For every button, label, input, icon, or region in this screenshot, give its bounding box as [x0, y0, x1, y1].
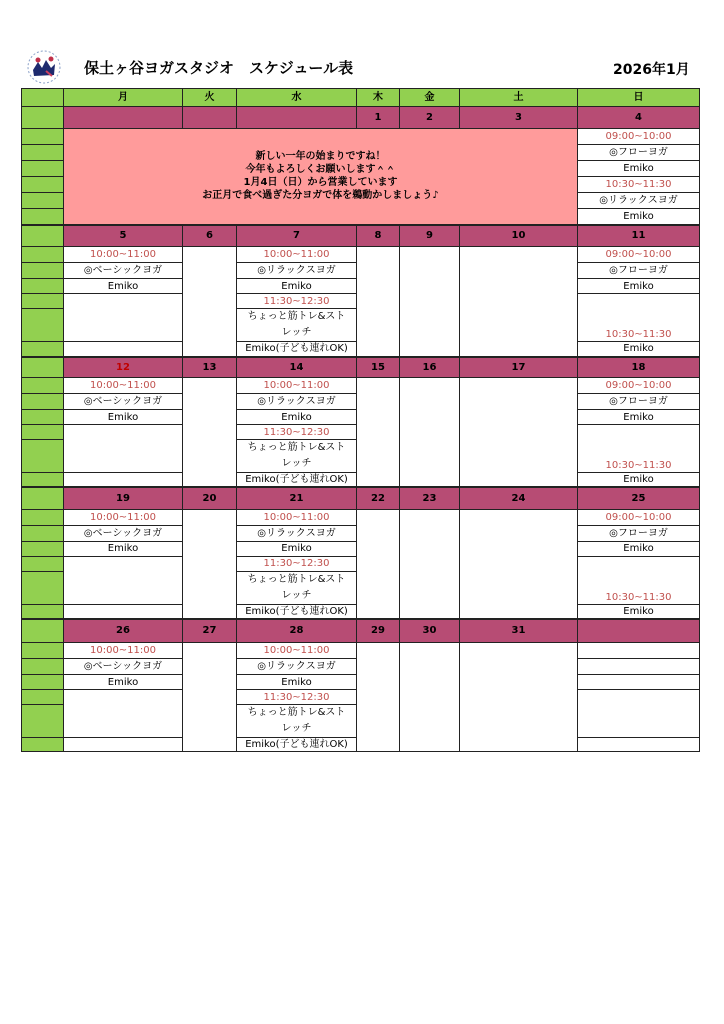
- class-time: 10:00~11:00: [64, 247, 183, 263]
- empty-cell: [183, 378, 237, 488]
- side-cell: [22, 556, 64, 571]
- date-cell: [183, 107, 237, 129]
- side-cell: [22, 487, 64, 509]
- class-name: [237, 705, 357, 738]
- date-cell: 23: [400, 487, 460, 509]
- empty-cell: [64, 473, 183, 488]
- side-cell: [22, 263, 64, 279]
- side-cell: [22, 161, 64, 177]
- side-cell: [22, 177, 64, 193]
- empty-cell: [460, 378, 578, 488]
- side-cell: [22, 690, 64, 705]
- teacher-name: Emiko: [578, 473, 700, 488]
- empty-cell: [578, 690, 700, 738]
- weekday-mon: 月: [64, 89, 183, 107]
- class-time: 11:30~12:30: [237, 425, 357, 440]
- date-cell: [578, 619, 700, 643]
- side-cell: [22, 89, 64, 107]
- teacher-name: Emiko: [64, 279, 183, 294]
- date-cell: 11: [578, 225, 700, 247]
- teacher-name: Emiko: [64, 675, 183, 690]
- date-cell: 3: [460, 107, 578, 129]
- empty-cell: [578, 643, 700, 659]
- empty-cell: [357, 378, 400, 488]
- empty-cell: [183, 247, 237, 357]
- class-name: [237, 309, 357, 342]
- class-name-line: ちょっと筋トレ&スト: [247, 573, 346, 585]
- class-time: 11:30~12:30: [237, 690, 357, 705]
- empty-cell: [400, 643, 460, 752]
- side-cell: [22, 571, 64, 604]
- date-cell: 30: [400, 619, 460, 643]
- side-cell: [22, 425, 64, 440]
- class-time: 10:00~11:00: [64, 378, 183, 394]
- teacher-name: Emiko: [578, 604, 700, 619]
- empty-cell: [357, 643, 400, 752]
- class-name: ◎フローヨガ: [578, 263, 700, 279]
- side-cell: [22, 394, 64, 410]
- class-name: ◎ベーシックヨガ: [64, 659, 183, 675]
- empty-cell: [64, 690, 183, 738]
- side-cell: [22, 410, 64, 425]
- date-cell: 21: [237, 487, 357, 509]
- empty-cell: [64, 556, 183, 604]
- class-name: ◎リラックスヨガ: [237, 263, 357, 279]
- weekday-sun: 日: [578, 89, 700, 107]
- empty-cell: [64, 738, 183, 752]
- class-time: 10:00~11:00: [237, 509, 357, 525]
- class-name-line: ちょっと筋トレ&スト: [247, 442, 346, 453]
- empty-cell: [400, 509, 460, 619]
- class-name-line: ちょっと筋トレ&スト: [247, 707, 346, 718]
- date-cell: 29: [357, 619, 400, 643]
- date-cell: 27: [183, 619, 237, 643]
- side-cell: [22, 705, 64, 738]
- class-name: ◎リラックスヨガ: [237, 525, 357, 541]
- message-line: 今年もよろしくお願いします＾＾: [245, 164, 396, 176]
- side-cell: [22, 643, 64, 659]
- class-time: 10:30~11:30: [578, 294, 700, 342]
- empty-cell: [64, 294, 183, 342]
- side-cell: [22, 675, 64, 690]
- teacher-name: Emiko: [237, 675, 357, 690]
- class-name: [237, 440, 357, 473]
- date-cell: 15: [357, 357, 400, 378]
- class-time: 11:30~12:30: [237, 294, 357, 309]
- class-time: 10:00~11:00: [237, 643, 357, 659]
- side-cell: [22, 294, 64, 309]
- class-name: ◎ベーシックヨガ: [64, 525, 183, 541]
- date-cell: 18: [578, 357, 700, 378]
- class-time: 10:30~11:30: [578, 177, 700, 193]
- side-cell: [22, 279, 64, 294]
- side-cell: [22, 342, 64, 357]
- date-cell: 13: [183, 357, 237, 378]
- date-row-week2: [22, 225, 700, 247]
- empty-cell: [357, 509, 400, 619]
- weekday-wed: 水: [237, 89, 357, 107]
- class-time: 10:00~11:00: [64, 643, 183, 659]
- class-name: [237, 571, 357, 604]
- class-name: ◎リラックスヨガ: [237, 659, 357, 675]
- date-row-week1: [22, 107, 700, 129]
- side-cell: [22, 659, 64, 675]
- weekday-sat: 土: [460, 89, 578, 107]
- teacher-name: Emiko(子ども連れOK): [237, 473, 357, 488]
- date-cell: 25: [578, 487, 700, 509]
- teacher-name: Emiko: [64, 410, 183, 425]
- date-cell: 31: [460, 619, 578, 643]
- schedule-table: [21, 88, 700, 752]
- side-cell: [22, 309, 64, 342]
- date-cell: [64, 107, 183, 129]
- new-year-message: [64, 129, 578, 225]
- side-cell: [22, 473, 64, 488]
- class-name-line: レッチ: [281, 327, 312, 338]
- side-cell: [22, 107, 64, 129]
- date-cell: 22: [357, 487, 400, 509]
- side-cell: [22, 440, 64, 473]
- teacher-name: Emiko: [64, 541, 183, 556]
- class-name: ◎リラックスヨガ: [237, 394, 357, 410]
- side-cell: [22, 738, 64, 752]
- teacher-name: Emiko: [237, 410, 357, 425]
- studio-logo: [24, 48, 64, 86]
- date-cell: 8: [357, 225, 400, 247]
- teacher-name: Emiko: [578, 410, 700, 425]
- class-time: 09:00~10:00: [578, 247, 700, 263]
- class-name: ◎ベーシックヨガ: [64, 394, 183, 410]
- class-time: 09:00~10:00: [578, 129, 700, 145]
- class-time: 10:00~11:00: [237, 378, 357, 394]
- message-line: 1月4日（日）から営業しています: [243, 177, 398, 189]
- empty-cell: [460, 247, 578, 357]
- date-cell: 6: [183, 225, 237, 247]
- date-row-week5: [22, 619, 700, 643]
- empty-cell: [400, 378, 460, 488]
- side-cell: [22, 541, 64, 556]
- message-line: 新しい一年の始まりですね！: [255, 151, 386, 163]
- class-name-line: レッチ: [281, 589, 312, 601]
- side-cell: [22, 145, 64, 161]
- date-cell: [237, 107, 357, 129]
- teacher-name: Emiko(子ども連れOK): [237, 604, 357, 619]
- empty-cell: [64, 425, 183, 473]
- empty-cell: [64, 604, 183, 619]
- class-name: ◎フローヨガ: [578, 525, 700, 541]
- message-line: お正月で食べ過ぎた分ヨガで体を鵜動かしましょう♪: [202, 190, 439, 202]
- date-cell: 4: [578, 107, 700, 129]
- empty-cell: [460, 643, 578, 752]
- class-name-line: レッチ: [281, 458, 312, 469]
- class-time: 09:00~10:00: [578, 509, 700, 525]
- teacher-name: Emiko: [578, 279, 700, 294]
- class-time: 09:00~10:00: [578, 378, 700, 394]
- class-name: ◎フローヨガ: [578, 145, 700, 161]
- weekday-fri: 金: [400, 89, 460, 107]
- date-cell: 5: [64, 225, 183, 247]
- side-cell: [22, 193, 64, 209]
- side-cell: [22, 509, 64, 525]
- date-cell: 20: [183, 487, 237, 509]
- side-cell: [22, 619, 64, 643]
- empty-cell: [578, 738, 700, 752]
- weekday-thu: 木: [357, 89, 400, 107]
- side-cell: [22, 357, 64, 378]
- class-name-line: レッチ: [281, 723, 312, 734]
- weekday-tue: 火: [183, 89, 237, 107]
- class-time: 10:00~11:00: [237, 247, 357, 263]
- empty-cell: [400, 247, 460, 357]
- date-cell: 16: [400, 357, 460, 378]
- teacher-name: Emiko: [578, 541, 700, 556]
- teacher-name: Emiko: [578, 209, 700, 225]
- class-time: 11:30~12:30: [237, 556, 357, 571]
- side-cell: [22, 378, 64, 394]
- teacher-name: Emiko: [578, 342, 700, 357]
- side-cell: [22, 525, 64, 541]
- teacher-name: Emiko: [578, 161, 700, 177]
- empty-cell: [64, 342, 183, 357]
- class-time: 10:00~11:00: [64, 509, 183, 525]
- teacher-name: Emiko(子ども連れOK): [237, 738, 357, 752]
- date-cell: 24: [460, 487, 578, 509]
- date-cell: 7: [237, 225, 357, 247]
- empty-cell: [183, 643, 237, 752]
- side-cell: [22, 129, 64, 145]
- empty-cell: [357, 247, 400, 357]
- class-name: ◎ベーシックヨガ: [64, 263, 183, 279]
- date-cell: 2: [400, 107, 460, 129]
- empty-cell: [578, 659, 700, 675]
- date-cell: 17: [460, 357, 578, 378]
- page-title: 保土ヶ谷ヨガスタジオ スケジュール表: [84, 59, 354, 77]
- side-cell: [22, 225, 64, 247]
- date-cell: 9: [400, 225, 460, 247]
- date-cell-holiday: 12: [64, 357, 183, 378]
- date-cell: 28: [237, 619, 357, 643]
- date-cell: 10: [460, 225, 578, 247]
- class-name-line: ちょっと筋トレ&スト: [247, 311, 346, 322]
- date-cell: 26: [64, 619, 183, 643]
- empty-cell: [460, 509, 578, 619]
- side-cell: [22, 247, 64, 263]
- empty-cell: [578, 675, 700, 690]
- teacher-name: Emiko(子ども連れOK): [237, 342, 357, 357]
- side-cell: [22, 604, 64, 619]
- teacher-name: Emiko: [237, 541, 357, 556]
- weekday-header-row: [22, 89, 700, 107]
- side-cell: [22, 209, 64, 225]
- date-row-week3: [22, 357, 700, 378]
- date-cell: 14: [237, 357, 357, 378]
- date-row-week4: [22, 487, 700, 509]
- class-name: ◎リラックスヨガ: [578, 193, 700, 209]
- date-cell: 1: [357, 107, 400, 129]
- class-time: 10:30~11:30: [578, 425, 700, 473]
- teacher-name: Emiko: [237, 279, 357, 294]
- class-time: 10:30~11:30: [578, 556, 700, 604]
- month-label: 2026年1月: [613, 62, 690, 78]
- date-cell: 19: [64, 487, 183, 509]
- empty-cell: [183, 509, 237, 619]
- class-name: ◎フローヨガ: [578, 394, 700, 410]
